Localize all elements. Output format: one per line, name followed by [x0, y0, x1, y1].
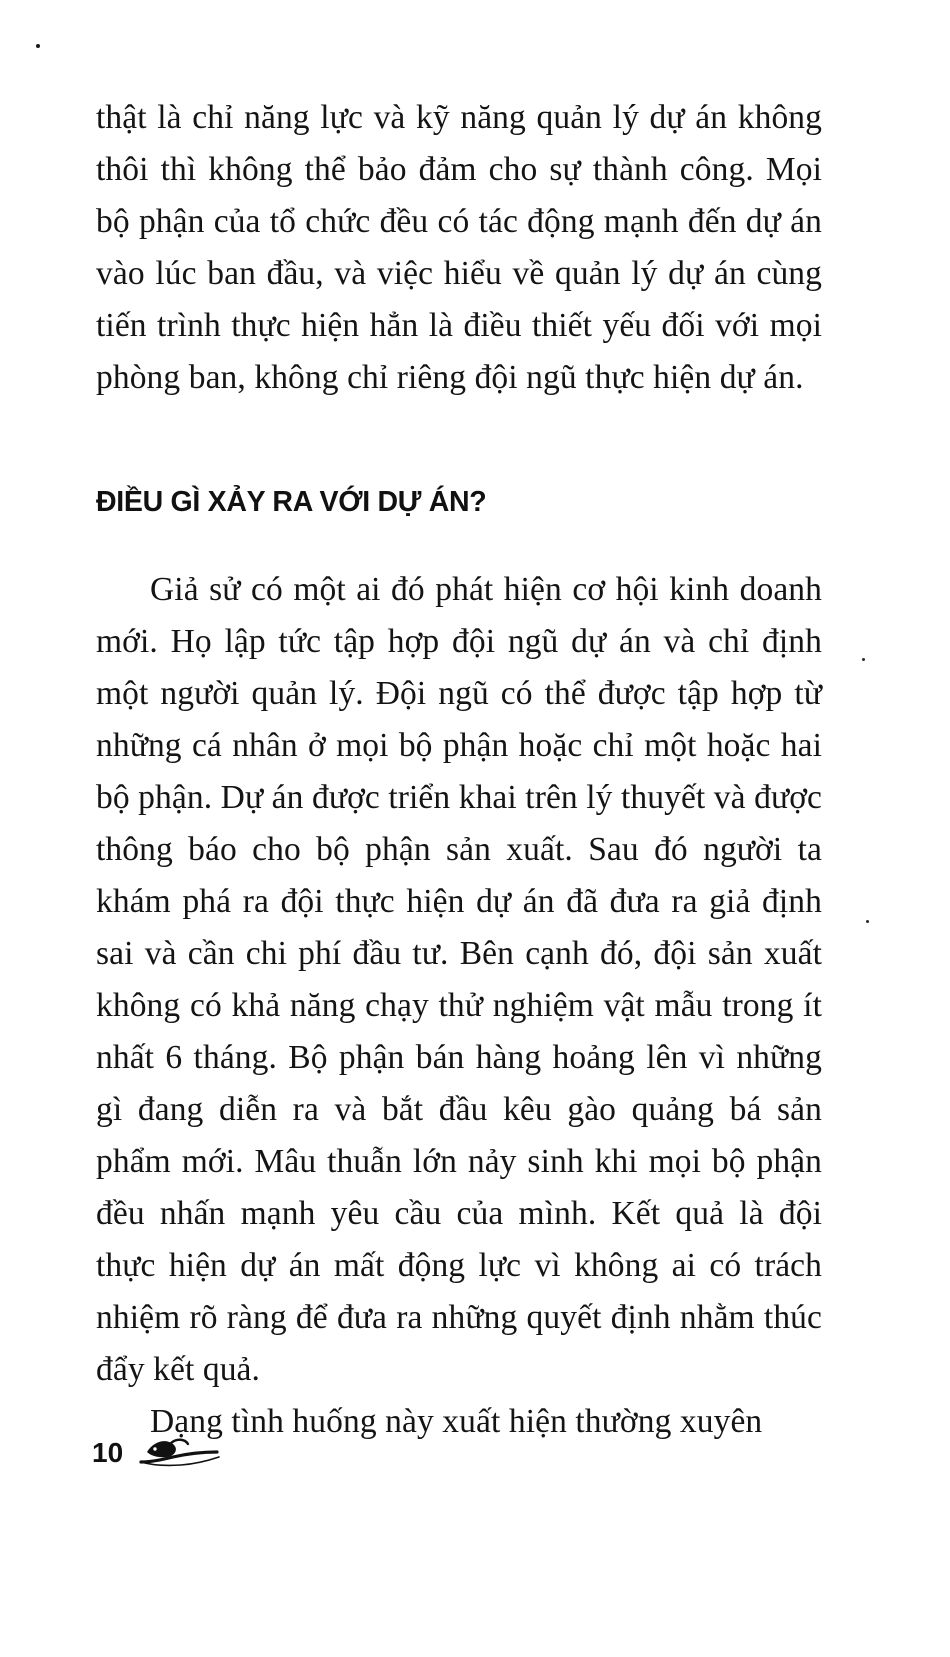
page-footer	[92, 1430, 227, 1468]
paragraph-continued: thật là chỉ năng lực và kỹ năng quản lý dự án không thôi thì không thể bảo đảm cho sự thành công. Mọi bộ phận của tổ chức đều có tác động mạnh đến dự án vào lúc ban đầu, và việc hiểu về quản lý dự án cùng tiến trình thực hiện hẳn là điều thiết yếu đối với mọi phòng ban, không chỉ riêng đội ngũ thực hiện dự án.	[96, 99, 822, 396]
page-content	[96, 92, 822, 1448]
section-heading: ĐIỀU GÌ XẢY RA VỚI DỰ ÁN?	[96, 486, 487, 518]
page-number: 10	[92, 1437, 124, 1468]
paragraph-last: Dạng tình huống này xuất hiện thường xuyên	[150, 1403, 763, 1440]
flourish-ornament-icon	[131, 1432, 227, 1470]
page-speck-top	[36, 44, 40, 48]
spacer-before-heading	[96, 404, 822, 482]
page-speck-right-upper	[862, 658, 865, 661]
page-speck-right-lower	[866, 920, 869, 923]
paragraph-scenario: Giả sử có một ai đó phát hiện cơ hội kinh doanh mới. Họ lập tức tập hợp đội ngũ dự án và chỉ định một người quản lý. Đội ngũ có thể được tập hợp từ những cá nhân ở mọi bộ phận hoặc chỉ một hoặc hai bộ phận. Dự án được triển khai trên lý thuyết và được thông báo cho bộ phận sản xuất. Sau đó người ta khám phá ra đội thực hiện dự án đã đưa ra giả định sai và cần chi phí đầu tư. Bên cạnh đó, đội sản xuất không có khả năng chạy thử nghiệm vật mẫu trong ít nhất 6 tháng. Bộ phận bán hàng hoảng lên vì những gì đang diễn ra và bắt đầu kêu gào quảng bá sản phẩm mới. Mâu thuẫn lớn nảy sinh khi mọi bộ phận đều nhấn mạnh yêu cầu của mình. Kết quả là đội thực hiện dự án mất động lực vì không ai có trách nhiệm rõ ràng để đưa ra những quyết định nhằm thúc đẩy kết quả.	[96, 571, 822, 1388]
spacer-after-heading	[96, 522, 822, 564]
